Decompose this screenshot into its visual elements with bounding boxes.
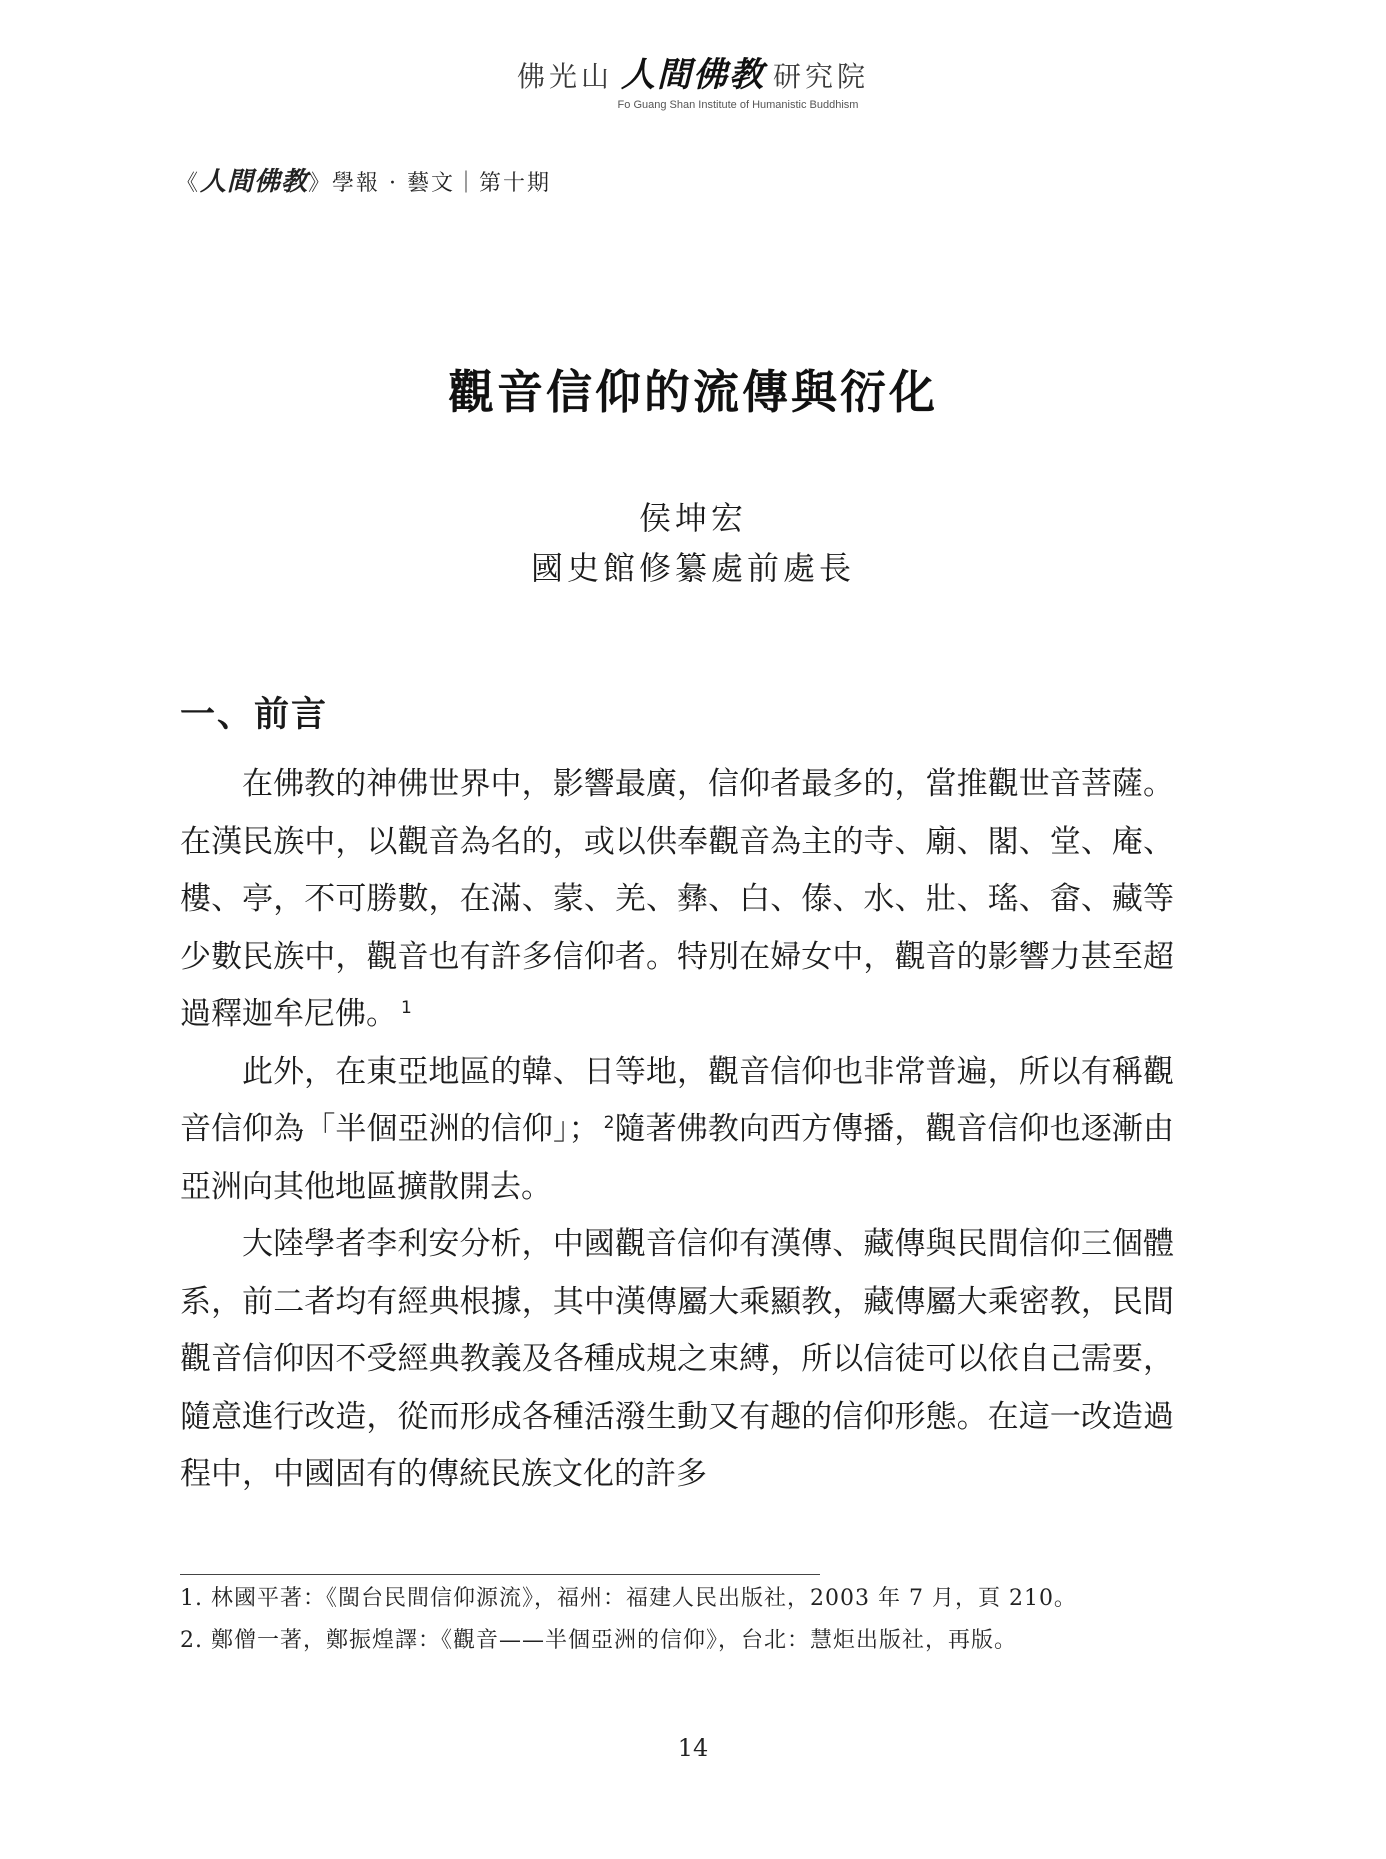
footnote-1: 1. 林國平著：《閩台民間信仰源流》，福州：福建人民出版社，2003 年 7 月，頁 210。 — [180, 1586, 1077, 1611]
footnotes — [180, 1584, 1174, 1668]
institute-english-name: Fo Guang Shan Institute of Humanistic Buddhism — [617, 99, 859, 111]
section-heading: 一、前言 — [180, 694, 329, 735]
institute-header — [0, 56, 1386, 112]
institute-suffix: 研究院 — [773, 60, 870, 93]
author-affiliation: 國史館修纂處前處長 — [530, 549, 855, 587]
paragraph-text: 在佛教的神佛世界中，影響最廣，信仰者最多的，當推觀世音菩薩。在漢民族中，以觀音為名的，或以供奉觀音為主的寺、廟、閣、堂、庵、樓、亭，不可勝數，在滿、蒙、羌、彝、白、傣、水、壯、瑤、畲、藏等少數民族中，觀音也有許多信仰者。特別在婦女中，觀音的影響力甚至超過釋迦牟尼佛。 — [180, 766, 1174, 1032]
journal-issue: 》學報 · 藝文｜第十期 — [308, 171, 552, 196]
paragraph-2 — [180, 1044, 1174, 1217]
article-title: 觀音信仰的流傳與衍化 — [448, 365, 938, 419]
journal-open-bracket: 《 — [176, 171, 201, 196]
footnote-reference-2[interactable]: 2 — [603, 1112, 615, 1133]
paragraph-text: 大陸學者李利安分析，中國觀音信仰有漢傳、藏傳與民間信仰三個體系，前二者均有經典根據，其中漢傳屬大乘顯教，藏傳屬大乘密教，民間觀音信仰因不受經典教義及各種成規之束縛，所以信徒可以依自己需要，隨意進行改造，從而形成各種活潑生動又有趣的信仰形態。在這一改造過程中，中國固有的傳統民族文化的許多 — [180, 1226, 1174, 1492]
paragraph-text: 隨著佛教向西方傳播，觀音信仰也逐漸由亞洲向其他地區擴散開去。 — [180, 1111, 1175, 1205]
footnote-reference-1[interactable]: 1 — [401, 997, 412, 1018]
journal-brand-logo: 人間佛教 — [200, 167, 309, 197]
journal-running-header — [176, 166, 551, 200]
institute-prefix: 佛光山 — [516, 60, 613, 93]
footnote-2: 2. 鄭僧一著，鄭振煌譯：《觀音——半個亞洲的信仰》，台北：慧炬出版社，再版。 — [180, 1628, 1017, 1653]
institute-name — [0, 56, 1386, 96]
page-number: 14 — [677, 1734, 709, 1762]
article-body — [180, 756, 1174, 1504]
footnote-divider — [180, 1574, 820, 1575]
institute-brand-logo: 人間佛教 — [621, 55, 765, 95]
paragraph-3 — [180, 1216, 1174, 1504]
paragraph-1 — [180, 756, 1174, 1044]
paragraph-text: 此外，在東亞地區的韓、日等地，觀音信仰也非常普遍，所以有稱觀音信仰為「半個亞洲的信仰」； — [180, 1053, 1174, 1147]
article-author: 侯坤宏 — [638, 499, 747, 537]
